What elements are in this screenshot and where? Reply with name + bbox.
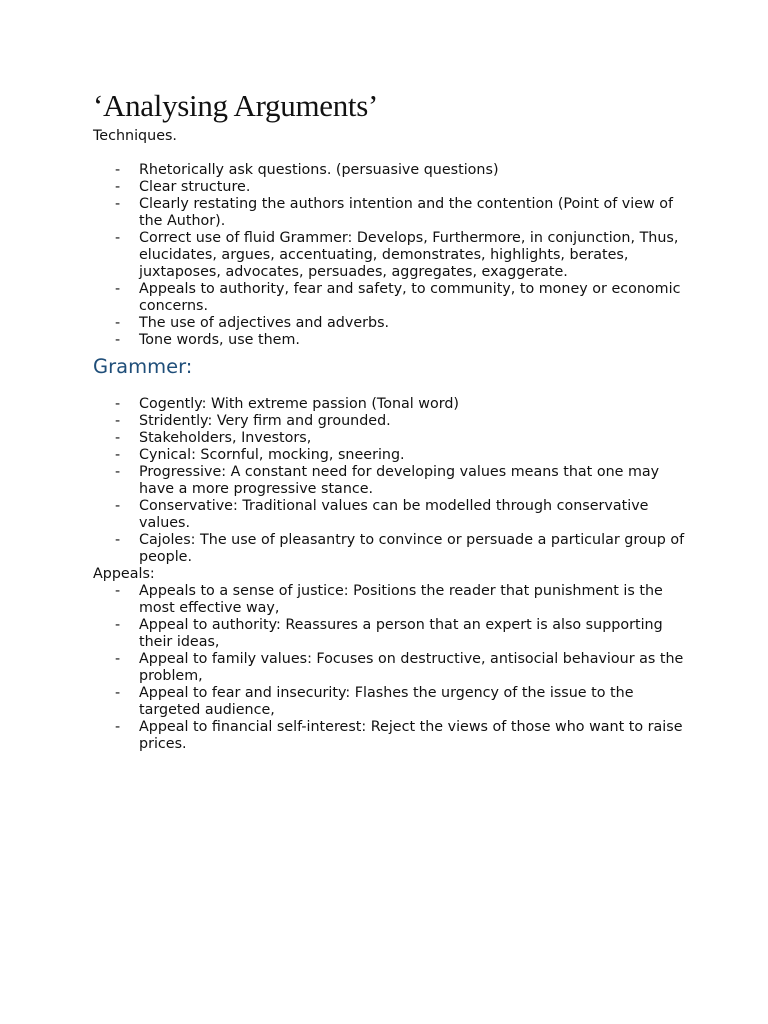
document-title: ‘Analysing Arguments’	[93, 88, 379, 123]
list-item	[93, 315, 693, 332]
dash-bullet: -	[115, 583, 121, 599]
list-item-text: Clear structure.	[139, 179, 251, 195]
list-item-text: Appeal to financial self-interest: Reject the views of those who want to raise prices.	[139, 719, 683, 752]
list-item-text: Correct use of fluid Grammer: Develops, Furthermore, in conjunction, Thus, elucidates, argues, accentuating, demonstrates, highlights, berates, juxtaposes, advocates, persuades, aggregates, exaggerate.	[139, 230, 679, 280]
list-item	[93, 447, 693, 464]
dash-bullet: -	[115, 413, 121, 429]
list-item-text: Progressive: A constant need for developing values means that one may have a more progressive stance.	[139, 464, 660, 497]
dash-bullet: -	[115, 685, 121, 701]
dash-bullet: -	[115, 464, 121, 480]
list-item	[93, 498, 693, 532]
list-item-text: Appeal to fear and insecurity: Flashes the urgency of the issue to the targeted audience,	[139, 685, 634, 718]
grammer-list	[93, 396, 693, 566]
list-item	[93, 464, 693, 498]
dash-bullet: -	[115, 532, 121, 548]
dash-bullet: -	[115, 719, 121, 735]
dash-bullet: -	[115, 617, 121, 633]
techniques-label: Techniques.	[93, 128, 177, 144]
list-item	[93, 430, 693, 447]
list-item-text: Appeals to a sense of justice: Positions the reader that punishment is the most effective way,	[139, 583, 663, 616]
dash-bullet: -	[115, 651, 121, 667]
dash-bullet: -	[115, 315, 121, 331]
grammer-heading: Grammer:	[93, 355, 193, 378]
dash-bullet: -	[115, 396, 121, 412]
dash-bullet: -	[115, 447, 121, 463]
list-item-text: Stakeholders, Investors,	[139, 430, 312, 446]
list-item	[93, 179, 693, 196]
list-item	[93, 396, 693, 413]
list-item	[93, 532, 693, 566]
appeals-label: Appeals:	[93, 566, 155, 582]
dash-bullet: -	[115, 430, 121, 446]
dash-bullet: -	[115, 332, 121, 348]
list-item-text: Appeal to authority: Reassures a person that an expert is also supporting their ideas,	[139, 617, 663, 650]
dash-bullet: -	[115, 498, 121, 514]
list-item	[93, 230, 693, 281]
dash-bullet: -	[115, 162, 121, 178]
list-item	[93, 685, 693, 719]
list-item-text: Tone words, use them.	[139, 332, 300, 348]
spacer	[93, 145, 693, 162]
dash-bullet: -	[115, 179, 121, 195]
list-item	[93, 281, 693, 315]
list-item	[93, 617, 693, 651]
list-item	[93, 651, 693, 685]
list-item-text: Stridently: Very firm and grounded.	[139, 413, 391, 429]
dash-bullet: -	[115, 196, 121, 212]
list-item-text: Appeals to authority, fear and safety, to community, to money or economic concerns.	[139, 281, 681, 314]
list-item-text: Appeal to family values: Focuses on destructive, antisocial behaviour as the problem,	[139, 651, 684, 684]
list-item	[93, 162, 693, 179]
document-page	[93, 88, 693, 753]
list-item	[93, 196, 693, 230]
appeals-list	[93, 583, 693, 753]
list-item	[93, 413, 693, 430]
list-item-text: Cynical: Scornful, mocking, sneering.	[139, 447, 405, 463]
list-item	[93, 719, 693, 753]
list-item	[93, 332, 693, 349]
spacer	[93, 379, 693, 396]
list-item-text: Rhetorically ask questions. (persuasive questions)	[139, 162, 499, 178]
list-item-text: Cajoles: The use of pleasantry to convince or persuade a particular group of people.	[139, 532, 685, 565]
list-item-text: Clearly restating the authors intention and the contention (Point of view of the Author).	[139, 196, 674, 229]
list-item-text: The use of adjectives and adverbs.	[139, 315, 390, 331]
list-item	[93, 583, 693, 617]
list-item-text: Conservative: Traditional values can be modelled through conservative values.	[139, 498, 649, 531]
document-body	[93, 128, 693, 753]
list-item-text: Cogently: With extreme passion (Tonal word)	[139, 396, 460, 412]
dash-bullet: -	[115, 281, 121, 297]
dash-bullet: -	[115, 230, 121, 246]
techniques-list	[93, 162, 693, 349]
